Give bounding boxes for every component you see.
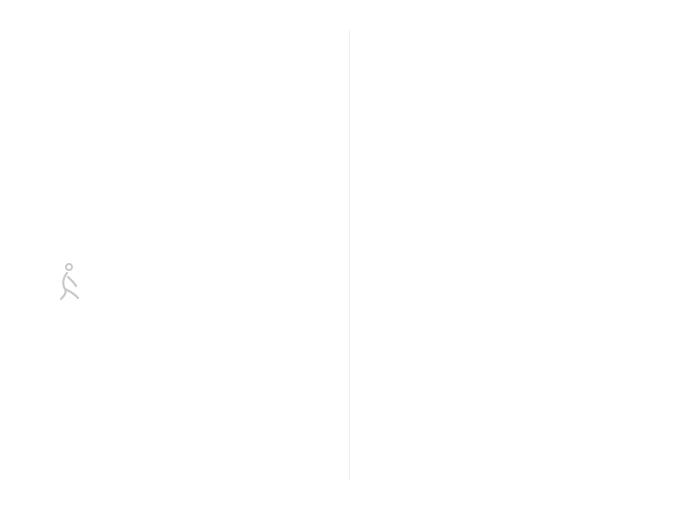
section-subheading	[50, 325, 280, 337]
right-page	[350, 0, 700, 513]
figure-illustration-icon	[58, 262, 80, 302]
chapter-title	[63, 47, 293, 65]
